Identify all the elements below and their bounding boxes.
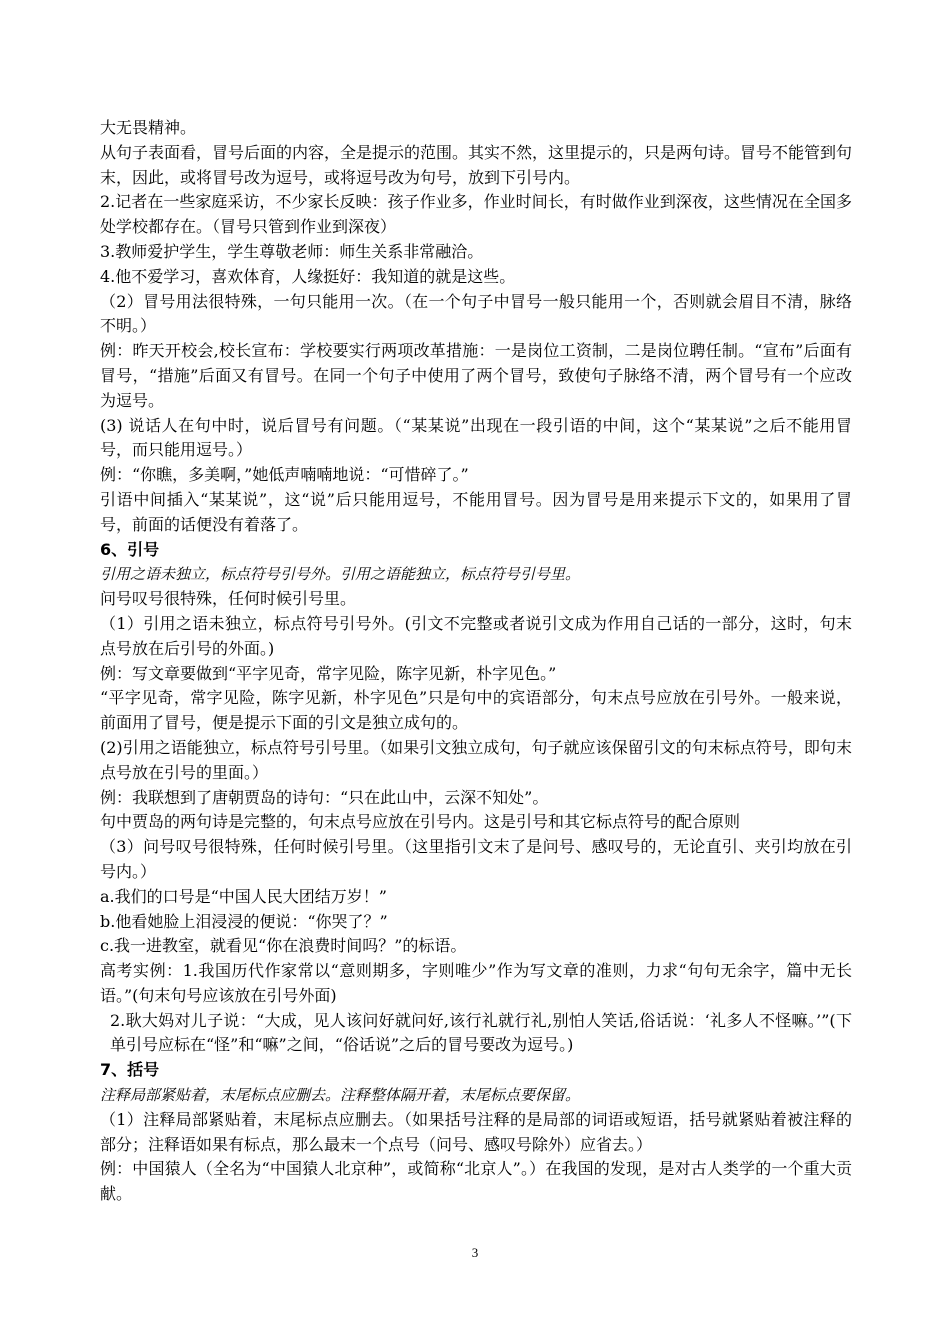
text-line: 例：“你瞧，多美啊，”她低声喃喃地说：“可惜碎了。” bbox=[100, 465, 469, 485]
text-line: 4.他不爱学习，喜欢体育，人缘挺好：我知道的就是这些。 bbox=[100, 266, 516, 286]
text-line: 3.教师爱护学生，学生尊敬老师：师生关系非常融洽。 bbox=[100, 241, 484, 261]
paragraph: 引语中间插入“某某说”，这“说”后只能用逗号，不能用冒号。因为冒号是用来提示下文的，如果用了冒号，前面的话便没有着落了。 bbox=[100, 489, 852, 534]
paragraph: 2.耿大妈对儿子说：“大成，见人该问好就问好,该行礼就行礼,别怕人笑话,俗话说：‘礼多人不怪嘛。’”(下单引号应标在“怪”和“嘛”之间，“俗话说”之后的冒号要改为逗号。) bbox=[110, 1010, 852, 1055]
paragraph: （3）问号叹号很特殊，任何时候引号里。（这里指引文末了是问号、感叹号的，无论直引、夹引均放在引号内。） bbox=[100, 837, 852, 881]
document-page bbox=[100, 116, 852, 1207]
paragraph: “平字见奇，常字见险，陈字见新，朴字见色”只是句中的宾语部分，句末点号应放在引号外。一般来说，前面用了冒号，便是提示下面的引文是独立成句的。 bbox=[100, 688, 852, 733]
paragraph: 例：昨天开校会,校长宣布：学校要实行两项改革措施：一是岗位工资制，二是岗位聘任制。“宣布”后面有冒号，“措施”后面又有冒号。在同一个句子中使用了两个冒号，致使句子脉络不清，两个冒号有一个应改为逗号。 bbox=[100, 341, 852, 410]
text-line: 大无畏精神。 bbox=[100, 118, 197, 137]
paragraph: （1）引用之语未独立，标点符号引号外。(引文不完整或者说引文成为作用自己话的一部分，这时，句末点号放在后引号的外面。) bbox=[100, 613, 852, 658]
paragraph: (2)引用之语能独立，标点符号引号里。（如果引文独立成句，句子就应该保留引文的句末标点符号，即句末点号放在引号的里面。） bbox=[100, 737, 852, 782]
text-line: a.我们的口号是“中国人民大团结万岁！” bbox=[100, 886, 387, 906]
section-heading-brackets: 7、括号 bbox=[100, 1060, 160, 1080]
paragraph: 高考实例：1.我国历代作家常以“意则期多，字则唯少”作为写文章的准则，力求“句句无余字，篇中无长语。”(句末句号应该放在引号外面) bbox=[100, 961, 852, 1005]
section-rule: 引用之语未独立，标点符号引号外。引用之语能独立，标点符号引号里。 bbox=[100, 565, 581, 584]
paragraph: 例：中国猿人（全名为“中国猿人北京种”，或简称“北京人”。）在我国的发现，是对古人类学的一个重大贡献。 bbox=[100, 1159, 852, 1204]
page-number: 3 bbox=[471, 1245, 479, 1260]
paragraph: （1）注释局部紧贴着，末尾标点应删去。（如果括号注释的是局部的词语或短语，括号就紧贴着被注释的部分；注释语如果有标点，那么最末一个点号（问号、感叹号除外）应省去。） bbox=[100, 1109, 852, 1154]
paragraph: （2）冒号用法很特殊，一句只能用一次。（在一个句子中冒号一般只能用一个，否则就会眉目不清，脉络不明。） bbox=[100, 291, 852, 336]
text-line: b.他看她脸上泪浸浸的便说：“你哭了？” bbox=[100, 911, 388, 931]
text-line: c.我一进教室，就看见“你在浪费时间吗？”的标语。 bbox=[100, 936, 467, 956]
text-line: 句中贾岛的两句诗是完整的，句末点号应放在引号内。这是引号和其它标点符号的配合原则 bbox=[100, 812, 741, 832]
text-line: 例：我联想到了唐朝贾岛的诗句：“只在此山中，云深不知处”。 bbox=[100, 787, 549, 807]
paragraph: 2.记者在一些家庭采访，不少家长反映：孩子作业多，作业时间长，有时做作业到深夜，这些情况在全国多处学校都存在。（冒号只管到作业到深夜） bbox=[100, 192, 852, 237]
section-heading-quotation-marks: 6、引号 bbox=[100, 539, 160, 559]
section-rule: 注释局部紧贴着，末尾标点应删去。注释整体隔开着，末尾标点要保留。 bbox=[100, 1086, 581, 1105]
paragraph: (3) 说话人在句中时，说后冒号有问题。（“某某说”出现在一段引语的中间，这个“某某说”之后不能用冒号，而只能用逗号。） bbox=[100, 415, 852, 460]
text-line: 例：写文章要做到“平字见奇，常字见险，陈字见新，朴字见色。” bbox=[100, 663, 557, 683]
text-line: 问号叹号很特殊，任何时候引号里。 bbox=[100, 589, 357, 609]
paragraph: 从句子表面看，冒号后面的内容，全是提示的范围。其实不然，这里提示的，只是两句诗。冒号不能管到句末，因此，或将冒号改为逗号，或将逗号改为句号，放到下引号内。 bbox=[100, 142, 852, 187]
